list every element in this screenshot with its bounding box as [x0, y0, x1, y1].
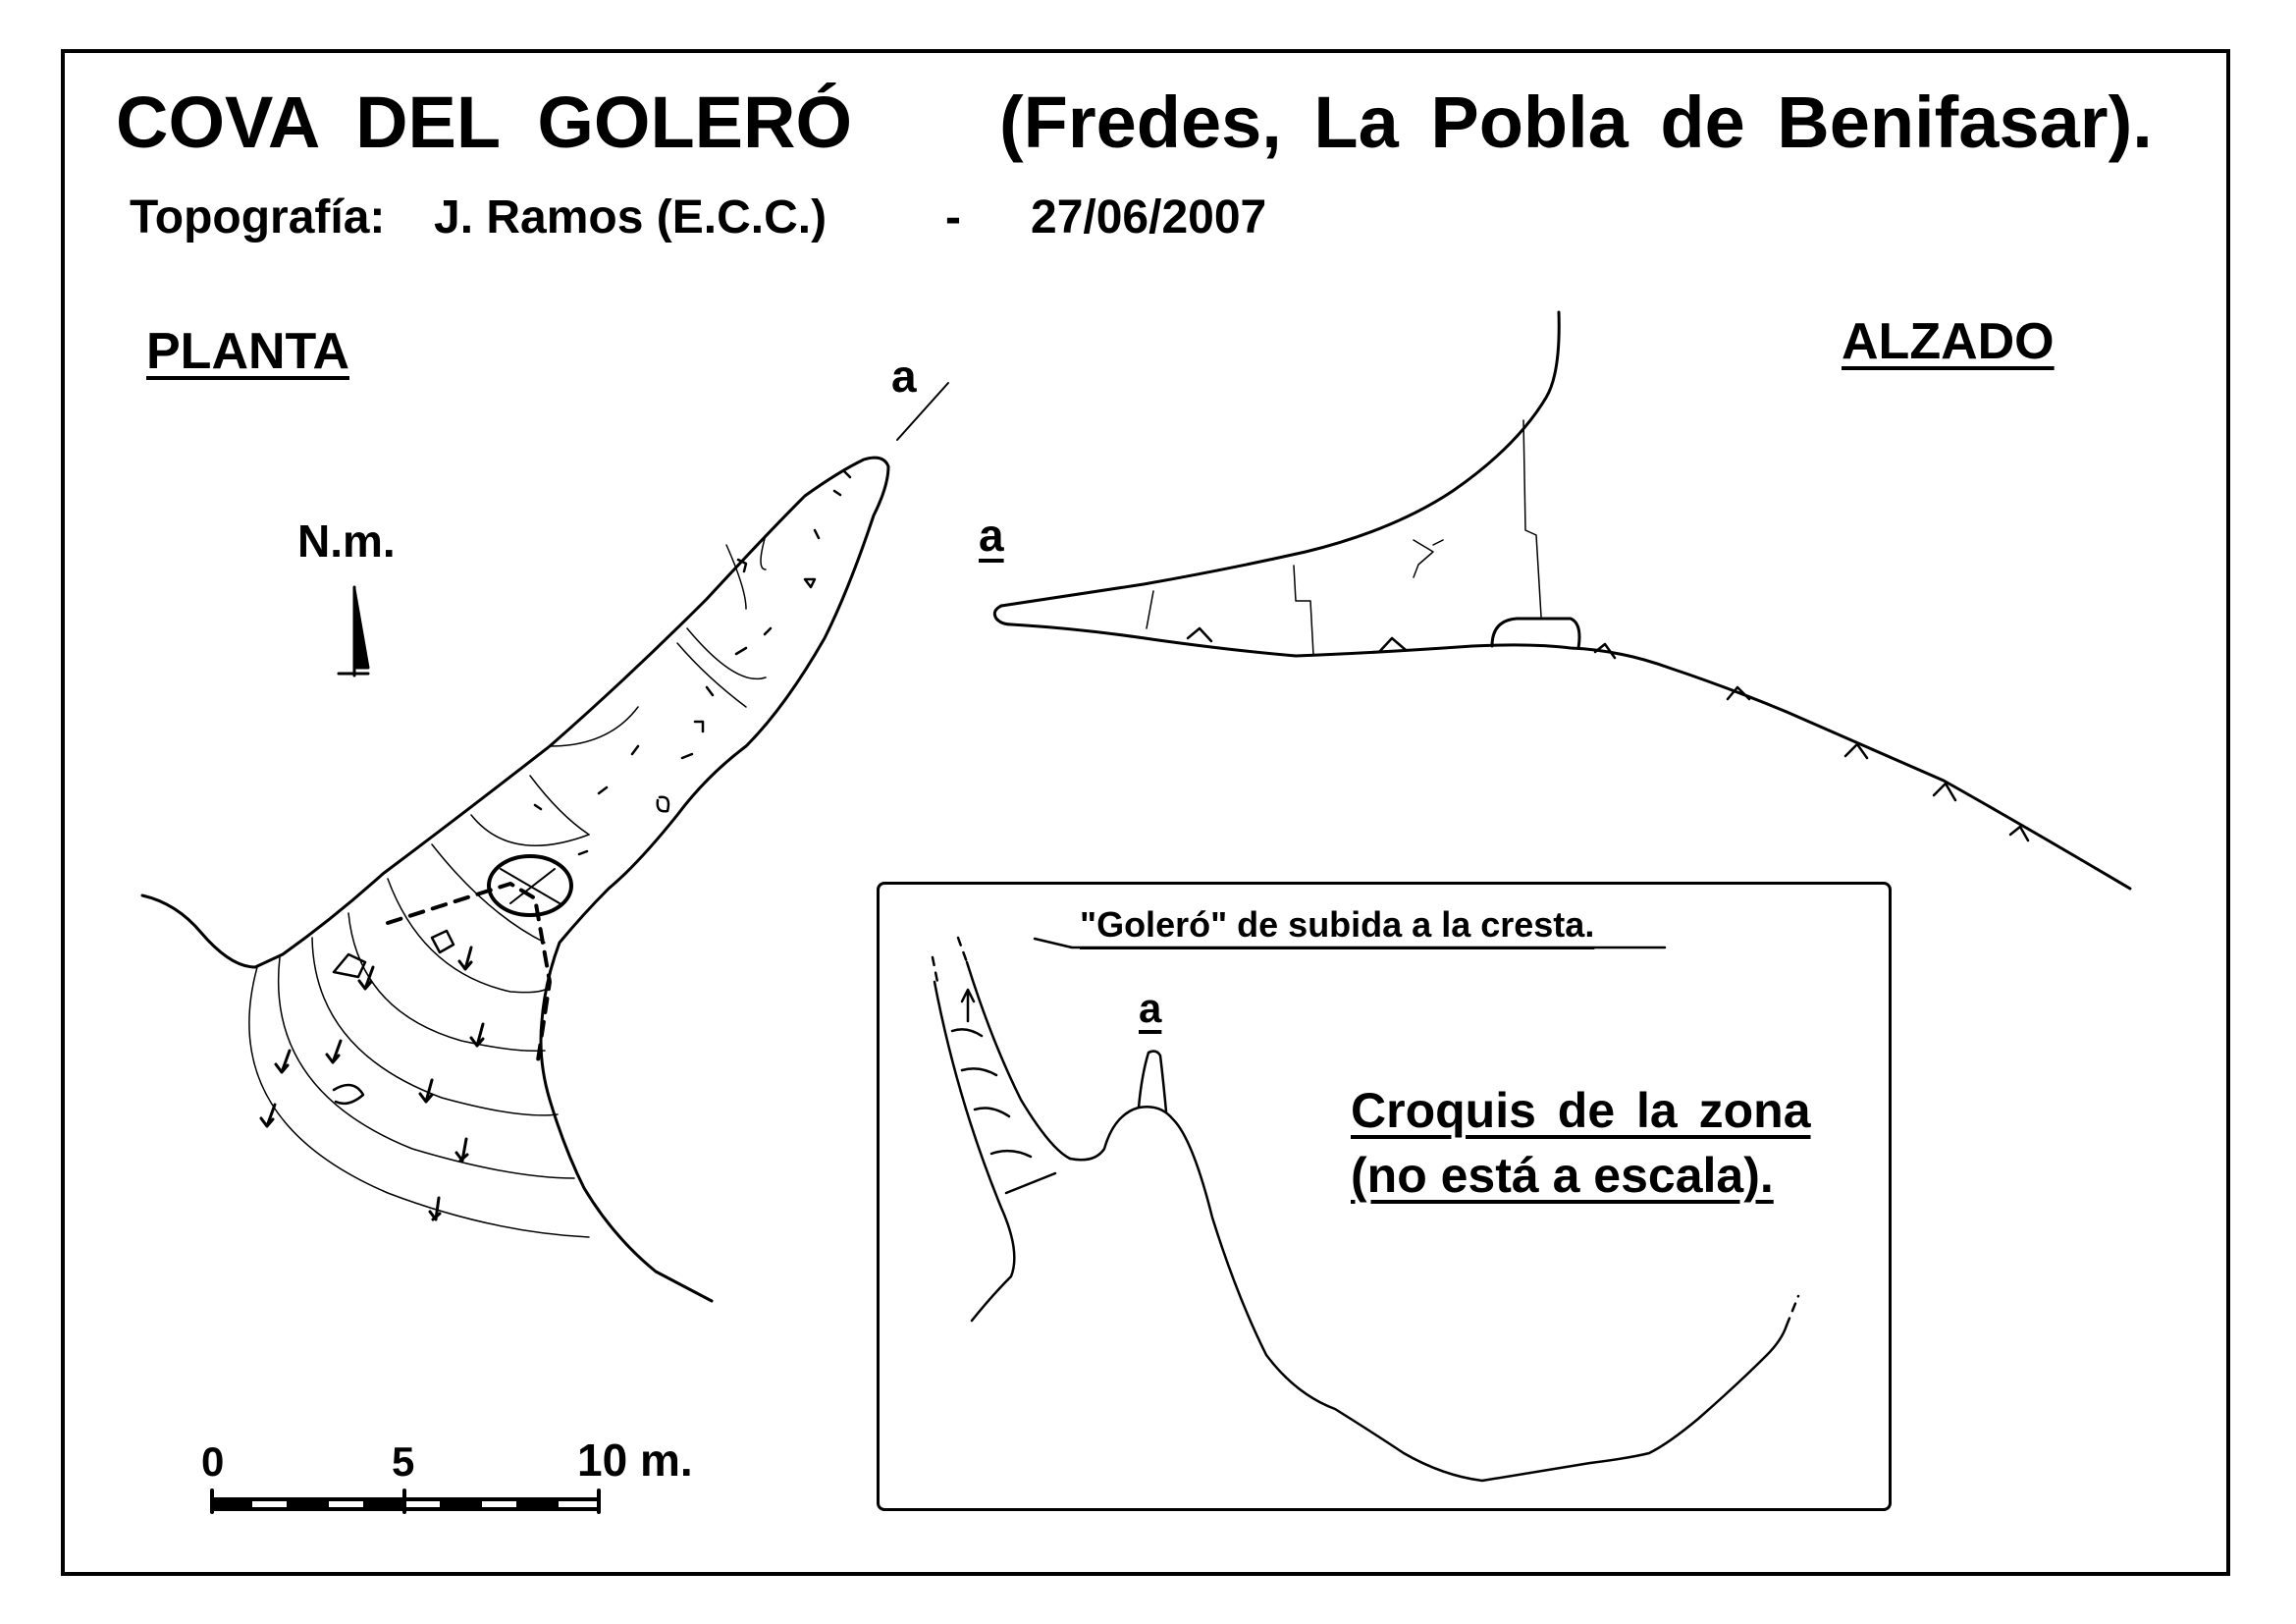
- location-title: (Fredes, La Pobla de Benifasar).: [999, 81, 2153, 163]
- scale-bar: [212, 1490, 599, 1512]
- plan-section-line: [897, 383, 948, 440]
- plan-small-blocks: [334, 471, 850, 1104]
- credits-date: 27/06/2007: [1031, 191, 1267, 244]
- elevation-profile-lines: [1147, 420, 1541, 655]
- inset-terrain-sketch: [933, 938, 1798, 1481]
- inset-caption-line1: Croquis de la zona: [1351, 1083, 1811, 1138]
- north-label: N.m.: [297, 515, 396, 567]
- credits-author: J. Ramos (E.C.C.): [434, 191, 828, 244]
- inset-caption-line2: (no está a escala).: [1351, 1148, 1774, 1203]
- inset-annotation: "Goleró" de subida a la cresta.: [1080, 904, 1595, 945]
- plan-slope-arrows: [261, 947, 483, 1219]
- north-arrow-icon: [339, 587, 368, 676]
- scale-tick-10: 10 m.: [577, 1435, 693, 1486]
- credits-separator: -: [945, 191, 961, 244]
- inset-marker: a: [1139, 985, 1162, 1031]
- elevation-outline: [994, 312, 2130, 889]
- plan-section-marker: a: [891, 351, 917, 402]
- elevation-heading: ALZADO: [1842, 313, 2055, 370]
- scale-tick-0: 0: [201, 1438, 225, 1485]
- plan-heading: PLANTA: [146, 323, 350, 380]
- cave-title: COVA DEL GOLERÓ: [116, 81, 853, 163]
- inset-annotation-pointer: [1035, 939, 1665, 947]
- plan-dashed-step: [388, 884, 550, 1060]
- elevation-section-marker: a: [979, 510, 1004, 561]
- elevation-floor-blocks: [1188, 628, 2028, 840]
- plan-outline: [142, 458, 888, 1301]
- scale-tick-5: 5: [392, 1438, 415, 1485]
- credits-label: Topografía:: [130, 191, 386, 244]
